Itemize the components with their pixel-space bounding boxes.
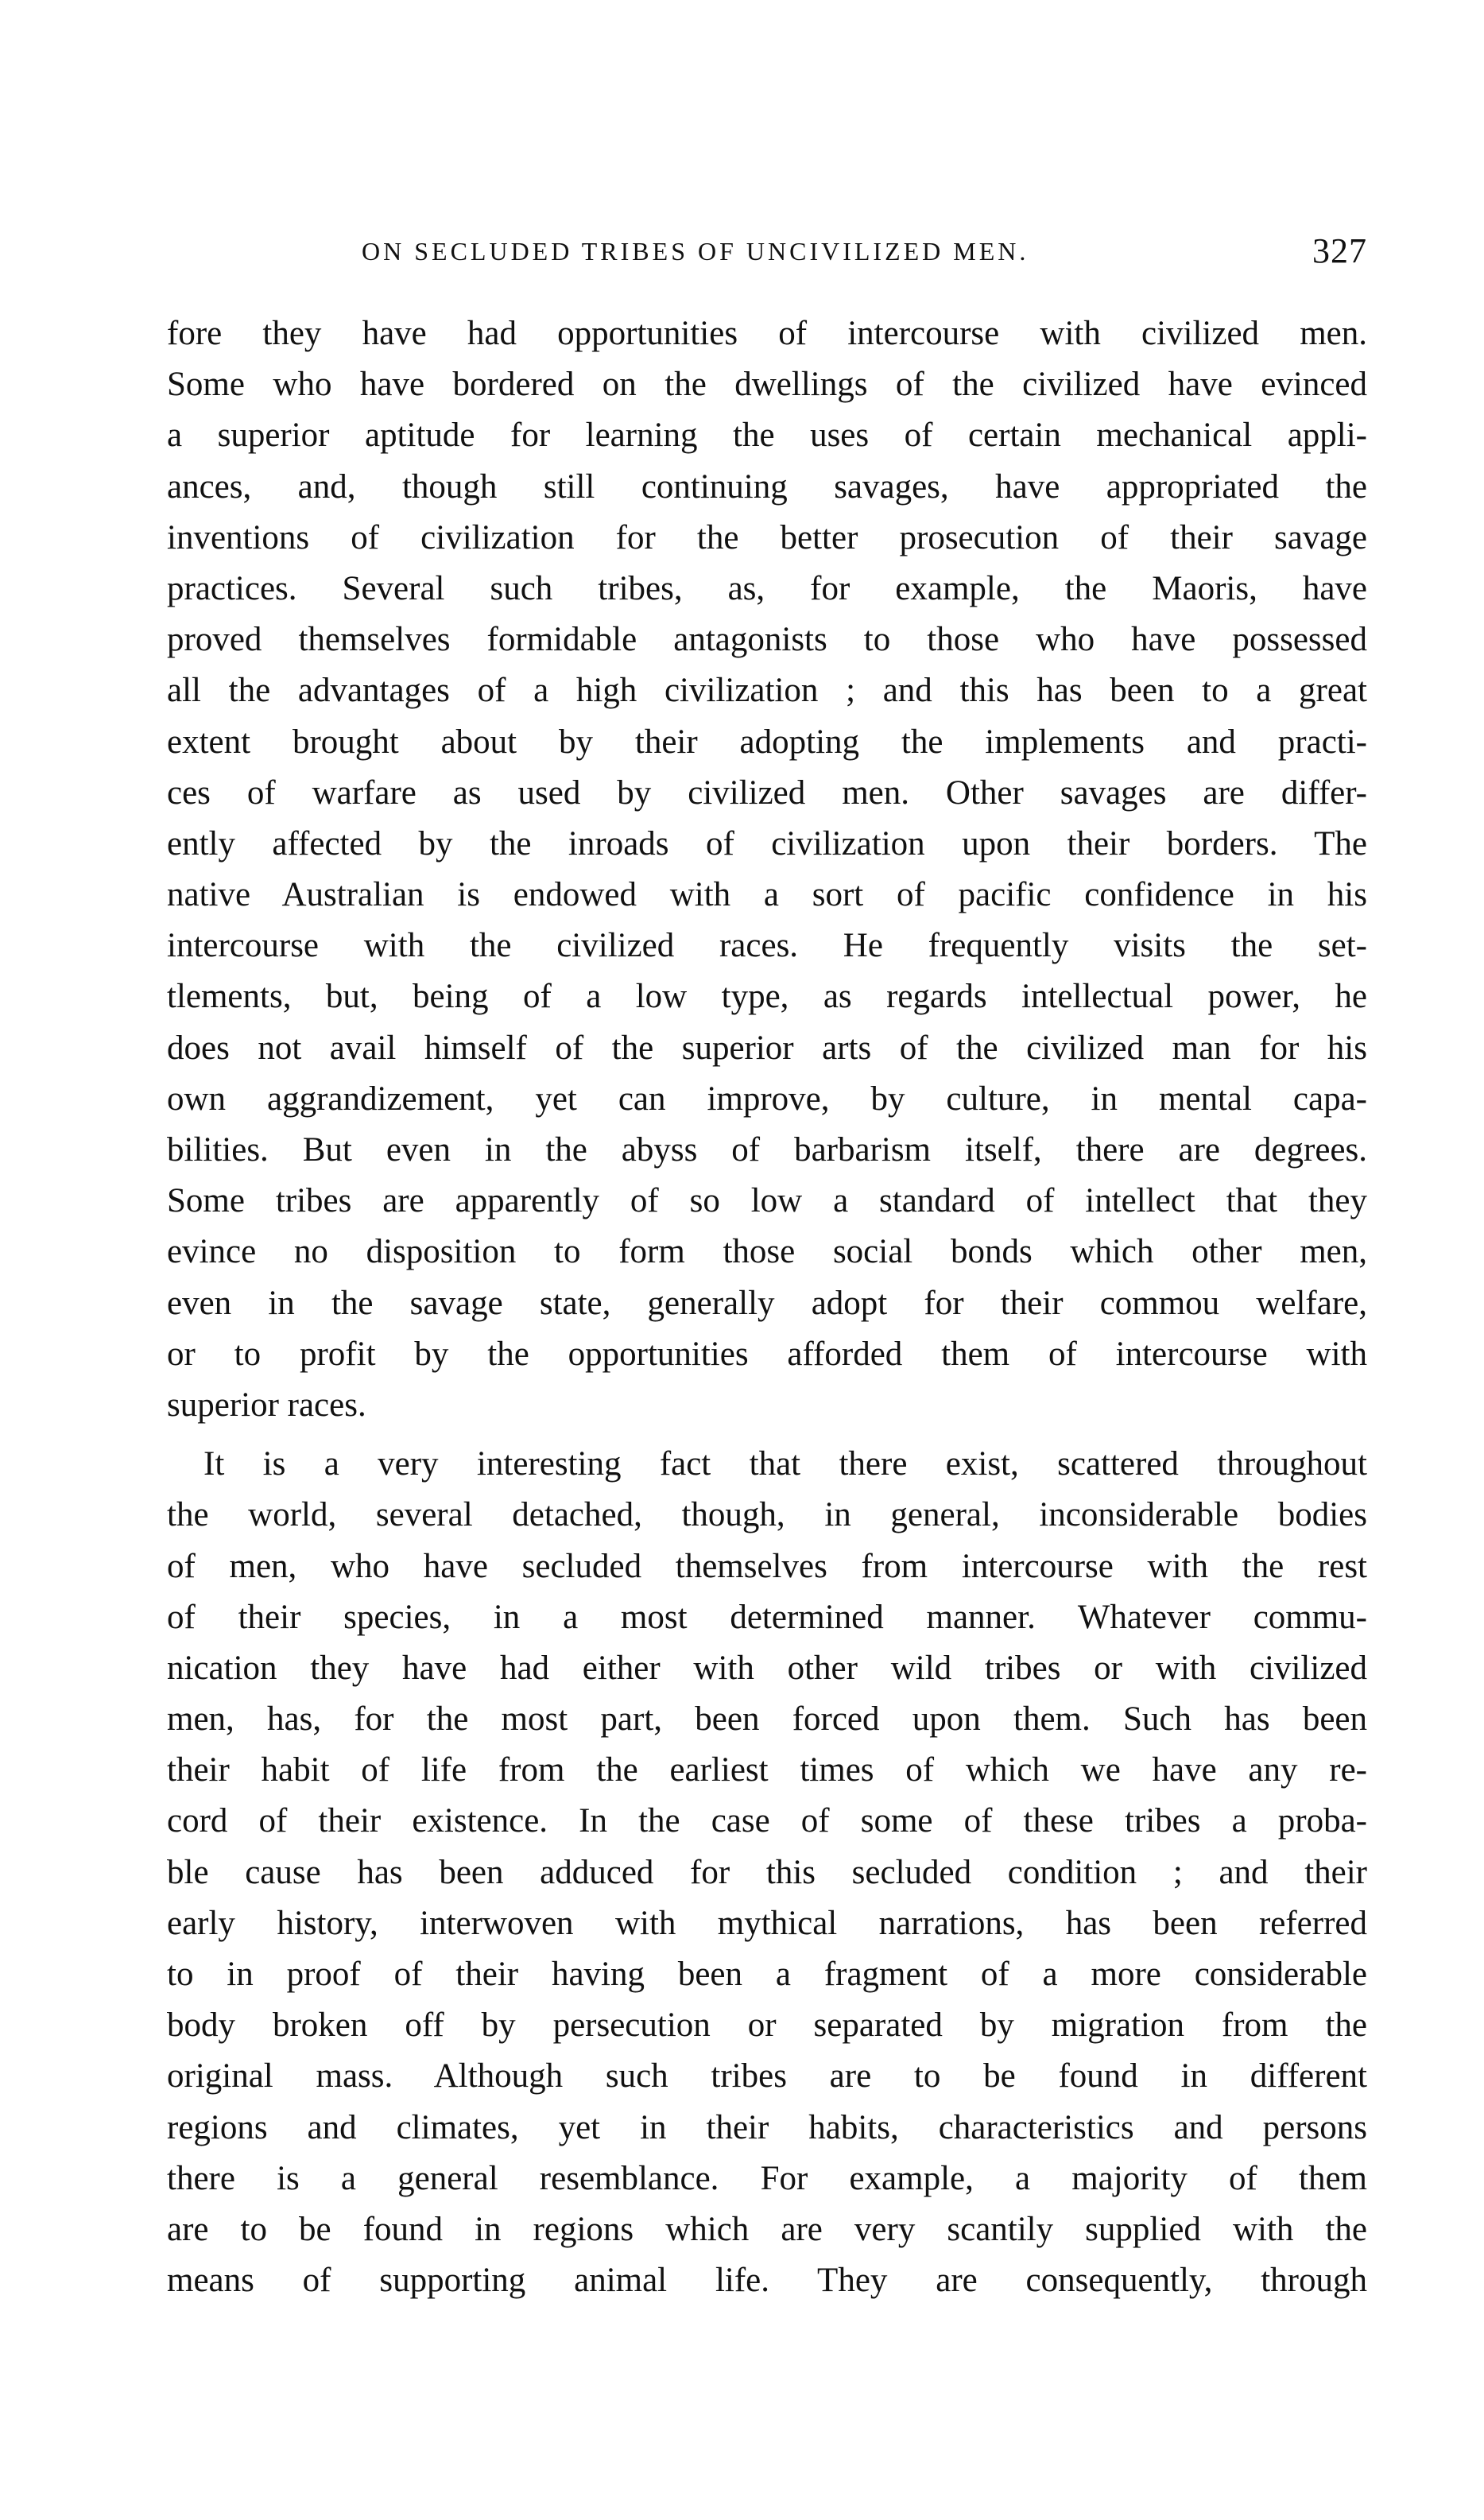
page-header (167, 231, 1367, 278)
text-line: bilities. But even in the abyss of barbarism itself, there are degrees. (167, 1131, 1367, 1169)
text-line: extent brought about by their adopting the implements and practi- (167, 723, 1367, 761)
text-line: fore they have had opportunities of intercourse with civilized men. (167, 315, 1367, 352)
paragraph-1 (167, 308, 1367, 1431)
text-line: native Australian is endowed with a sort of pacific confidence in his (167, 876, 1367, 914)
text-line: ble cause has been adduced for this secluded condition ; and their (167, 1853, 1367, 1891)
text-line: original mass. Although such tribes are to be found in different (167, 2057, 1367, 2095)
text-line: evince no disposition to form those social bonds which other men, (167, 1233, 1367, 1271)
text-line: all the advantages of a high civilization ; and this has been to a great (167, 672, 1367, 710)
text-line: does not avail himself of the superior arts of the civilized man for his (167, 1029, 1367, 1067)
text-line: of men, who have secluded themselves from intercourse with the rest (167, 1547, 1367, 1585)
text-line: to in proof of their having been a fragment of a more considerable (167, 1956, 1367, 1993)
running-head: ON SECLUDED TRIBES OF UNCIVILIZED MEN. (362, 237, 1029, 266)
text-line: tlements, but, being of a low type, as regards intellectual power, he (167, 978, 1367, 1016)
paragraph-gap (167, 1431, 1367, 1439)
text-line: ces of warfare as used by civilized men. Other savages are differ- (167, 773, 1367, 812)
text-line: regions and climates, yet in their habits, characteristics and persons (167, 2108, 1367, 2146)
text-line: of their species, in a most determined manner. Whatever commu- (167, 1598, 1367, 1636)
text-line: It is a very interesting fact that there exist, scattered throughout (203, 1445, 1367, 1483)
text-line: there is a general resemblance. For example, a majority of them (167, 2159, 1367, 2197)
text-line: cord of their existence. In the case of some of these tribes a proba- (167, 1802, 1367, 1840)
body-text (167, 308, 1367, 2306)
text-line: Some who have bordered on the dwellings of the civilized have evinced (167, 366, 1367, 404)
text-line: means of supporting animal life. They are consequently, through (167, 2262, 1367, 2300)
text-line: a superior aptitude for learning the uses of certain mechanical appli- (167, 417, 1367, 455)
text-line: superior races. (167, 1386, 366, 1424)
text-line: ently affected by the inroads of civilization upon their borders. The (167, 824, 1367, 863)
text-line: ances, and, though still continuing savages, have appropriated the (167, 467, 1367, 506)
text-line: the world, several detached, though, in general, inconsiderable bodies (167, 1496, 1367, 1534)
text-line: even in the savage state, generally adopt for their commou welfare, (167, 1284, 1367, 1322)
text-line: practices. Several such tribes, as, for example, the Maoris, have (167, 569, 1367, 607)
text-line: men, has, for the most part, been forced upon them. Such has been (167, 1700, 1367, 1739)
text-line: or to profit by the opportunities afforded them of intercourse with (167, 1335, 1367, 1373)
text-line: own aggrandizement, yet can improve, by culture, in mental capa- (167, 1080, 1367, 1118)
page-number: 327 (1312, 231, 1367, 270)
text-line: Some tribes are apparently of so low a standard of intellect that they (167, 1182, 1367, 1220)
text-line: intercourse with the civilized races. He frequently visits the set- (167, 927, 1367, 965)
paragraph-2 (167, 1439, 1367, 2306)
text-line: their habit of life from the earliest times of which we have any re- (167, 1751, 1367, 1789)
text-line: are to be found in regions which are very scantily supplied with the (167, 2210, 1367, 2248)
text-line: body broken off by persecution or separated by migration from the (167, 2006, 1367, 2045)
text-line: nication they have had either with other wild tribes or with civilized (167, 1649, 1367, 1687)
text-line: inventions of civilization for the better prosecution of their savage (167, 518, 1367, 556)
text-line: early history, interwoven with mythical narrations, has been referred (167, 1904, 1367, 1942)
text-line: proved themselves formidable antagonists to those who have possessed (167, 621, 1367, 659)
